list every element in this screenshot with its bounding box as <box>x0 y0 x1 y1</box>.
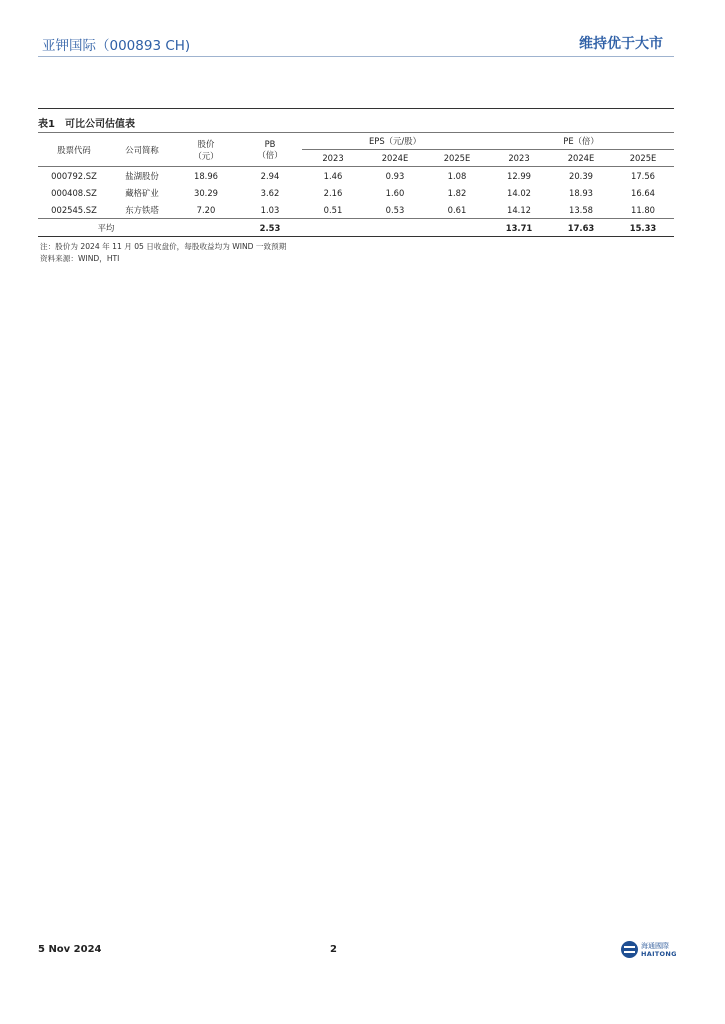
cell-eps-2023: 0.51 <box>323 204 343 215</box>
cell-pe-2023: 14.12 <box>507 204 531 215</box>
col-header-pb <box>238 133 302 167</box>
header-company: 亚钾国际（000893 CH) <box>42 38 191 54</box>
cell-code: 000408.SZ <box>51 187 97 198</box>
col-header-pe: PE（倍） <box>488 133 674 150</box>
cell-name: 藏格矿业 <box>125 187 159 198</box>
pe-year-2023: 2023 <box>488 150 550 167</box>
cell-eps-2024e: 0.93 <box>385 170 405 181</box>
cell-price: 18.96 <box>194 170 218 181</box>
haitong-logo-text <box>641 942 677 958</box>
eps-year-2025e: 2025E <box>426 150 488 167</box>
logo-en: HAITONG <box>641 949 677 958</box>
cell-code: 000792.SZ <box>51 170 97 181</box>
col-header-name: 公司简称 <box>110 133 174 167</box>
col-header-price <box>174 133 238 167</box>
average-price-empty <box>174 219 238 237</box>
cell-pb: 1.03 <box>260 204 280 215</box>
cell-pe-2025e: 11.80 <box>631 204 655 215</box>
cell-eps-2023: 1.46 <box>323 170 343 181</box>
table-row <box>38 167 674 185</box>
footer-date: 5 Nov 2024 <box>38 944 102 955</box>
cell-pe-2024e: 13.58 <box>569 204 593 215</box>
haitong-logo <box>621 941 677 958</box>
average-row <box>38 219 674 237</box>
table-title-text: 可比公司估值表 <box>64 119 135 130</box>
cell-pe-2025e: 17.56 <box>631 170 655 181</box>
average-eps-empty <box>302 219 364 237</box>
col-header-price-l1: 股价 <box>197 138 215 149</box>
cell-eps-2025e: 1.08 <box>447 170 467 181</box>
cell-eps-2023: 2.16 <box>323 187 343 198</box>
cell-pe-2023: 14.02 <box>507 187 531 198</box>
pe-year-2024e: 2024E <box>550 150 612 167</box>
cell-pe-2024e: 20.39 <box>569 170 593 181</box>
col-header-eps: EPS（元/股） <box>302 133 488 150</box>
cell-eps-2025e: 1.82 <box>447 187 467 198</box>
cell-price: 30.29 <box>194 187 218 198</box>
header-rating: 维持优于大市 <box>579 36 663 52</box>
table-number: 表1 <box>38 119 55 130</box>
cell-eps-2024e: 0.53 <box>385 204 405 215</box>
cell-eps-2025e: 0.61 <box>447 204 467 215</box>
cell-eps-2024e: 1.60 <box>385 187 405 198</box>
average-label: 平均 <box>38 219 174 237</box>
table-row <box>38 184 674 201</box>
page-number: 2 <box>330 944 337 955</box>
eps-year-2024e: 2024E <box>364 150 426 167</box>
cell-pe-2023: 12.99 <box>507 170 531 181</box>
pe-year-2025e: 2025E <box>612 150 674 167</box>
cell-code: 002545.SZ <box>51 204 97 215</box>
average-pe-2023: 13.71 <box>488 219 550 237</box>
col-header-price-l2: （元） <box>193 150 219 161</box>
table-note: 注：股价为 2024 年 11 月 05 日收盘价，每股收益均为 WIND 一致预期 <box>40 242 287 251</box>
cell-pb: 2.94 <box>260 170 280 181</box>
table-notes <box>40 241 286 265</box>
cell-pb: 3.62 <box>260 187 280 198</box>
eps-year-2023: 2023 <box>302 150 364 167</box>
table-title <box>38 109 674 132</box>
cell-name: 盐湖股份 <box>125 170 159 181</box>
haitong-logo-icon <box>621 941 638 958</box>
average-eps-empty <box>364 219 426 237</box>
average-pe-2025e: 15.33 <box>612 219 674 237</box>
valuation-table <box>38 132 674 237</box>
cell-pe-2025e: 16.64 <box>631 187 655 198</box>
logo-cn: 海通國際 <box>641 941 669 950</box>
col-header-code: 股票代码 <box>38 133 110 167</box>
cell-name: 东方铁塔 <box>125 204 159 215</box>
col-header-pb-l2: （倍） <box>257 149 283 160</box>
table-row <box>38 201 674 219</box>
cell-price: 7.20 <box>196 204 216 215</box>
average-pe-2024e: 17.63 <box>550 219 612 237</box>
col-header-pb-l1: PB <box>264 138 276 149</box>
average-eps-empty <box>426 219 488 237</box>
average-pb: 2.53 <box>238 219 302 237</box>
header-divider <box>38 56 674 57</box>
cell-pe-2024e: 18.93 <box>569 187 593 198</box>
table-source: 资料来源：WIND，HTI <box>40 254 120 263</box>
valuation-table-block <box>38 108 674 237</box>
